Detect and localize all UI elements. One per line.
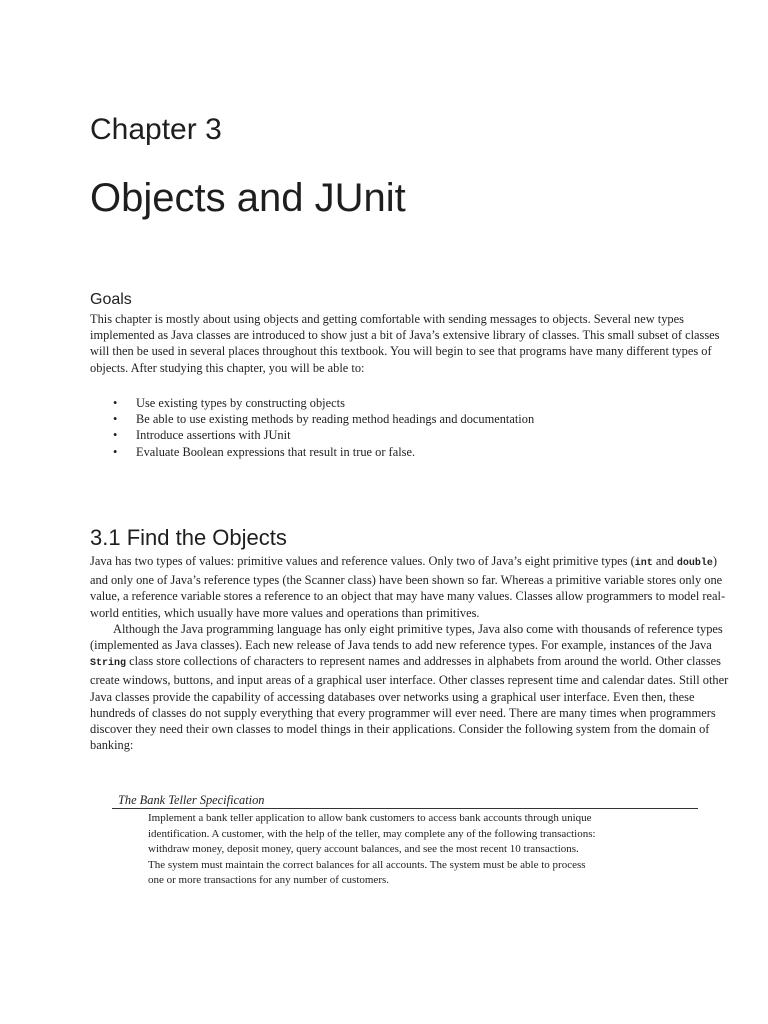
bullet-icon: • — [113, 396, 118, 410]
bullet-icon: • — [113, 428, 118, 443]
paragraph-text: Although the Java programming language has only eight primitive types, Java also come with thousands of reference types (implemented as Java classes). Each new release of Java tends to add new reference types. For example, instances of the Java — [90, 621, 723, 653]
section-paragraph-1 — [90, 553, 730, 621]
goals-list — [90, 395, 690, 460]
bullet-icon: • — [113, 412, 118, 427]
spec-line: one or more transactions for any number of customers. — [148, 874, 390, 887]
spec-line: identification. A customer, with the help of the teller, may complete any of the following transactions: — [148, 827, 596, 840]
spec-title: The Bank Teller Specification — [118, 793, 265, 807]
section-body — [90, 553, 730, 753]
paragraph-text: Java has two types of values: primitive values and reference values. Only two of Java’s eight primitive types ( — [90, 554, 635, 568]
section-heading: 3.1 Find the Objects — [90, 525, 287, 550]
goal-text: Be able to use existing methods by reading method headings and documentation — [136, 412, 535, 427]
goals-list-item — [90, 395, 690, 411]
goals-list-item — [90, 444, 690, 460]
paragraph-text: class store collections of characters to represent names and addresses in alphabets from around the world. Other classes create windows, buttons, and input areas of a graphical user interface. Other classes represent time and calendar dates. Still other Java classes provide the capability of accessing databases over networks using a graphical user interface. Even then, these hundreds of classes do not supply everything that every programmer will ever need. There are many times when programmers discover they need their own classes to model things in their applications. Consider the following system from the domain of banking: — [90, 654, 729, 753]
code-double: double — [676, 558, 713, 569]
bullet-icon: • — [113, 444, 118, 459]
goal-text: Use existing types by constructing objects — [136, 396, 345, 410]
section-paragraph-2 — [90, 621, 730, 754]
spec-line: The system must maintain the correct balances for all accounts. The system must be able to process — [148, 858, 586, 871]
goal-text: Evaluate Boolean expressions that result in true or false. — [136, 444, 416, 459]
spec-body — [148, 811, 688, 889]
goals-list-item — [90, 411, 690, 427]
paragraph-text: and — [652, 554, 677, 568]
code-string: String — [90, 658, 127, 670]
goal-text: Introduce assertions with JUnit — [136, 428, 291, 443]
spec-divider — [112, 808, 698, 809]
chapter-title: Objects and JUnit — [90, 176, 406, 220]
spec-line: withdraw money, deposit money, query account balances, and see the most recent 10 transactions. — [148, 843, 579, 856]
goals-list-item — [90, 427, 690, 443]
spec-line: Implement a bank teller application to allow bank customers to access bank accounts through unique — [148, 812, 592, 824]
goals-intro-paragraph: This chapter is mostly about using objects and getting comfortable with sending messages to objects. Several new types implemented as Java classes are introduced to show just a bit of Java’s extensive library of classes. This small subset of classes will then be used in several places throughout this textbook. You will begin to see that programs have many different types of objects. After studying this chapter, you will be able to: — [90, 312, 720, 375]
paragraph-text: ) and only one of Java’s reference types (the Scanner class) have been shown so far. Whereas a primitive variable stores only one value, a reference variable stores a reference to an object that may have many values. Classes allow programmers to model real-world entities, which usually have more values and operations than primitives. — [90, 554, 726, 620]
code-int: int — [634, 558, 653, 569]
chapter-label: Chapter 3 — [90, 113, 222, 146]
goals-heading: Goals — [90, 291, 132, 308]
